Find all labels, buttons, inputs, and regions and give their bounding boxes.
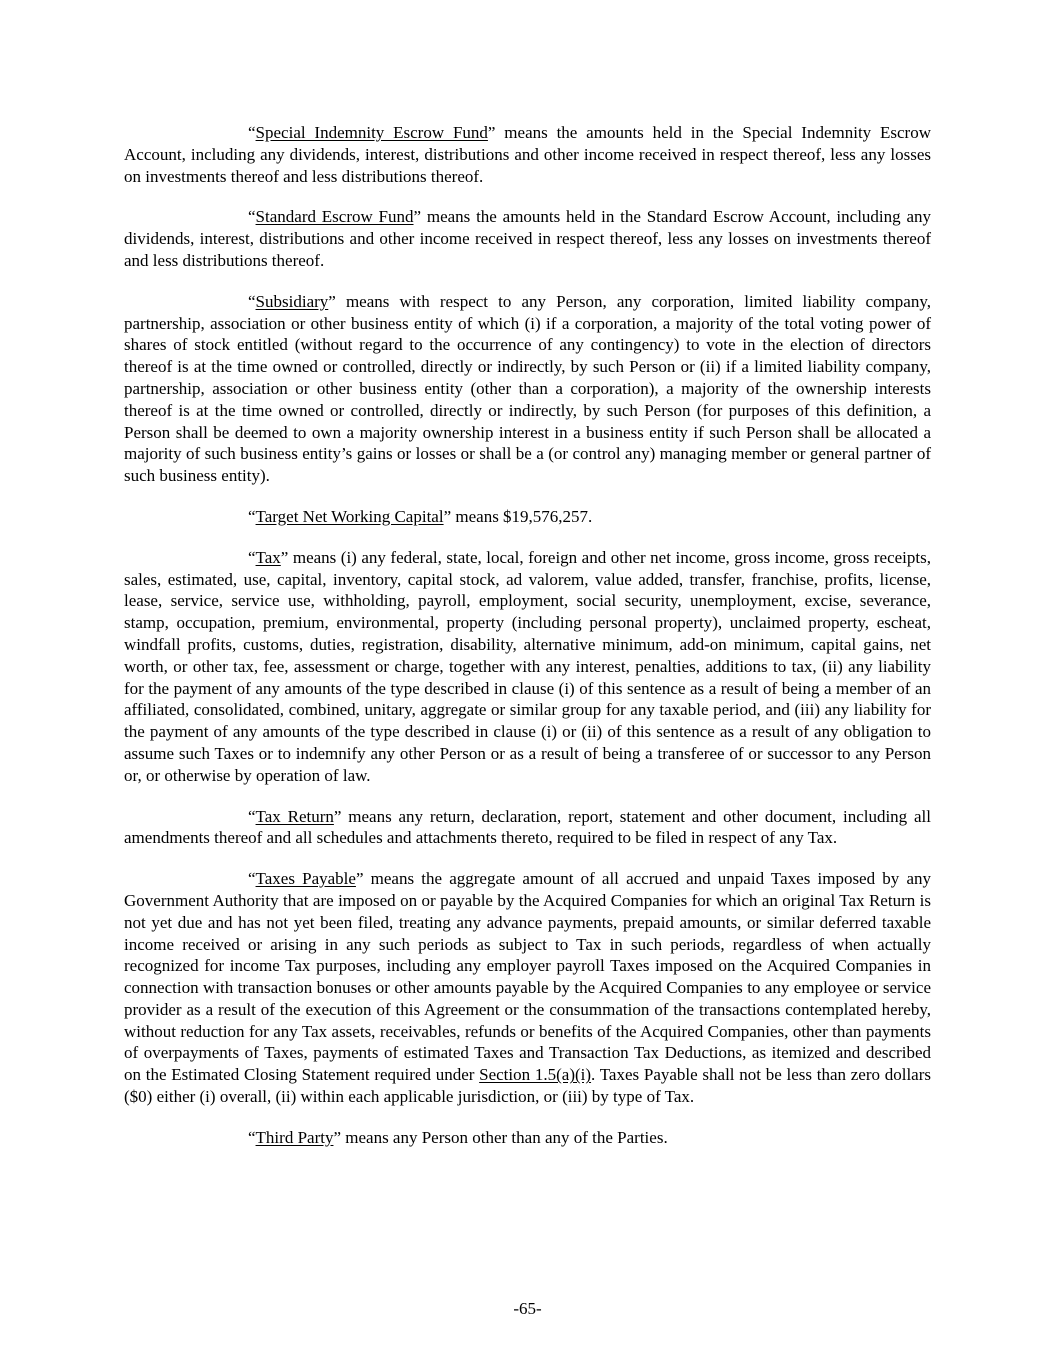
definition-third-party: [124, 1127, 931, 1149]
definition-text: means the amounts held in the Standard Escrow Account, including any dividends, interest, distributions and other income received in respect thereof, less any losses on investments thereof and less distributions thereof.: [124, 207, 931, 270]
defined-term: Third Party: [255, 1127, 334, 1147]
page-number: -65-: [513, 1299, 542, 1318]
close-quote: ”: [355, 869, 364, 889]
section-reference-link[interactable]: Section 1.5(a)(i): [479, 1065, 592, 1085]
defined-term: Target Net Working Capital: [255, 506, 444, 526]
definition-special-indemnity-escrow-fund: [124, 122, 931, 187]
definition-text: means (i) any federal, state, local, foreign and other net income, gross income, gross receipts, sales, estimated, use, capital, inventory, capital stock, ad valorem, value added, transfer, franchise, profits, license, lease, service, service use, withholding, payroll, employment, social security, unemployment, excise, severance, stamp, occupation, premium, environmental, property (including personal property), unclaimed property, escheat, windfall profits, customs, duties, registration, disability, alternative minimum, add-on minimum, capital gains, net worth, or other tax, fee, assessment or charge, together with any interest, penalties, additions to tax, (ii) any liability for the payment of any amounts of the type described in clause (i) of this sentence as a result of being a member of an affiliated, consolidated, combined, unitary, aggregate or similar group for any taxable period, and (iii) any liability for the payment of any amounts of the type described in clause (i) or (ii) of this sentence as a result of any obligation to assume such Taxes or to indemnify any other Person or as a result of being a transferee of or successor to any Person or, or otherwise by operation of law.: [124, 547, 931, 785]
close-quote: ”: [413, 207, 422, 227]
close-quote: ”: [333, 1127, 341, 1147]
close-quote: ”: [328, 291, 336, 311]
open-quote: “: [248, 547, 256, 567]
definition-tax-return: [124, 806, 931, 850]
definition-tax: [124, 547, 931, 787]
definition-taxes-payable: [124, 868, 931, 1108]
close-quote: ”: [487, 123, 496, 142]
close-quote: ”: [333, 806, 342, 826]
definition-text: means any return, declaration, report, statement and other document, including all amendments thereof and all schedules and attachments thereto, required to be filed in respect of any Tax.: [124, 806, 931, 848]
definition-text: means any Person other than any of the Parties.: [341, 1127, 668, 1147]
open-quote: “: [248, 1127, 256, 1147]
defined-term: Standard Escrow Fund: [255, 207, 414, 227]
definition-text: means with respect to any Person, any corporation, limited liability company, partnership, association or other business entity of which (i) if a corporation, a majority of the total voting power of shares of stock entitled (without regard to the occurrence of any contingency) to vote in the election of directors thereof is at the time owned or controlled, directly or indirectly, by such Person or (ii) if a limited liability company, partnership, association or other business entity (other than a corporation), a majority of the ownership interests thereof is at the time owned or controlled, directly or indirectly, by such Person (for purposes of this definition, a Person shall be deemed to own a majority ownership interest in a business entity if such Person shall be allocated a majority of such business entity’s gains or losses or shall be a (or control any) managing member or general partner of such business entity).: [124, 291, 931, 486]
open-quote: “: [248, 506, 256, 526]
defined-term: Subsidiary: [255, 291, 329, 311]
open-quote: “: [248, 869, 256, 889]
definition-standard-escrow-fund: [124, 206, 931, 271]
open-quote: “: [248, 123, 256, 142]
definitions-section: [124, 122, 931, 1168]
close-quote: ”: [443, 506, 452, 526]
open-quote: “: [248, 291, 256, 311]
definition-target-net-working-capital: [124, 506, 931, 528]
definition-text: means $19,576,257.: [451, 506, 593, 526]
defined-term: Special Indemnity Escrow Fund: [255, 123, 488, 142]
open-quote: “: [248, 207, 256, 227]
close-quote: ”: [280, 547, 289, 567]
defined-term: Tax: [255, 547, 281, 567]
definition-text: means the aggregate amount of all accrued and unpaid Taxes imposed by any Government Authority that are imposed on or payable by the Acquired Companies for which an original Tax Return is not yet due and has not yet been filed, treating any advance payments, prepaid amounts, or similar deferred taxable income received or arising in any such periods as subject to Tax in such periods, regardless of when actually recognized for income Tax purposes, including any employer payroll Taxes imposed on the Acquired Companies in connection with transaction bonuses or other amounts payable by the Acquired Companies to any employee or service provider as a result of the execution of this Agreement or the consummation of the transactions contemplated hereby, without reduction for any Tax assets, receivables, refunds or benefits of the Acquired Companies, other than payments of overpayments of Taxes, payments of estimated Taxes and Transaction Tax Deductions, as itemized and described on the Estimated Closing Statement required under: [124, 869, 931, 1085]
defined-term: Taxes Payable: [255, 869, 356, 889]
definition-text-continued: . Taxes Payable shall not be less than zero dollars ($0) either (i) overall, (ii) within each applicable jurisdiction, or (iii) by type of Tax.: [124, 1065, 932, 1107]
defined-term: Tax Return: [255, 806, 334, 826]
definition-subsidiary: [124, 291, 931, 487]
open-quote: “: [248, 806, 256, 826]
definition-text: means the amounts held in the Special Indemnity Escrow Account, including any dividends, interest, distributions and other income received in respect thereof, less any losses on investments thereof and less distributions thereof.: [124, 123, 931, 186]
